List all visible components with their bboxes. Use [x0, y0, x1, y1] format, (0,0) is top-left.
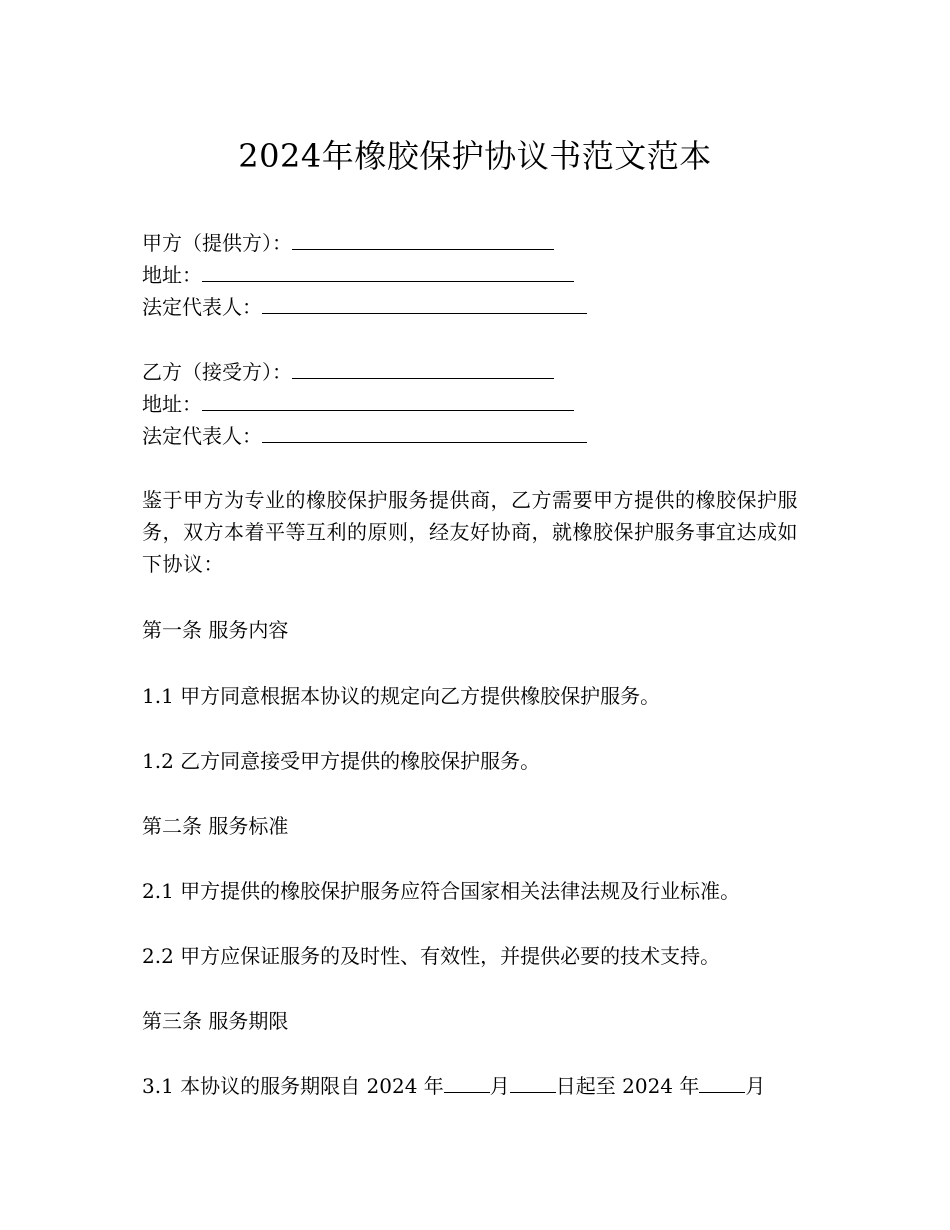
month-blank-1: [444, 1074, 490, 1093]
party-b-address-blank: [202, 392, 574, 411]
month-blank-2: [699, 1074, 745, 1093]
party-a-label: 甲方（提供方）：: [142, 231, 292, 255]
party-a-rep-label: 法定代表人：: [142, 295, 262, 319]
article-3-clause-1-prefix: 3.1 本协议的服务期限自 2024 年: [142, 1074, 444, 1098]
article-2-clause-2: 2.2 甲方应保证服务的及时性、有效性，并提供必要的技术支持。: [142, 944, 721, 968]
article-2-clause-1: 2.1 甲方提供的橡胶保护服务应符合国家相关法律法规及行业标准。: [142, 879, 741, 903]
document-title: 2024年橡胶保护协议书范文范本: [238, 137, 712, 175]
party-b-rep-label: 法定代表人：: [142, 424, 262, 448]
party-b-line: [142, 356, 554, 388]
article-1-heading: 第一条 服务内容: [142, 618, 289, 642]
party-a-blank: [292, 231, 554, 250]
article-3-day-to-label: 日起至 2024 年: [555, 1074, 700, 1098]
party-b-rep-line: [142, 420, 587, 452]
day-blank-1: [510, 1074, 556, 1093]
preamble-paragraph: 鉴于甲方为专业的橡胶保护服务提供商，乙方需要甲方提供的橡胶保护服务，双方本着平等互利的原则，经友好协商，就橡胶保护服务事宜达成如下协议：: [142, 488, 798, 576]
party-b-address-line: [142, 388, 574, 420]
article-1-clause-2: 1.2 乙方同意接受甲方提供的橡胶保护服务。: [142, 749, 541, 773]
party-b-blank: [292, 360, 554, 379]
article-3-month-label: 月: [489, 1074, 510, 1098]
party-a-rep-blank: [262, 295, 587, 314]
article-1-clause-1: 1.1 甲方同意根据本协议的规定向乙方提供橡胶保护服务。: [142, 684, 661, 708]
party-b-label: 乙方（接受方）：: [142, 360, 292, 384]
article-3-clause-1: [142, 1070, 765, 1102]
party-a-rep-line: [142, 291, 587, 323]
party-b-address-label: 地址：: [142, 392, 202, 416]
party-a-address-blank: [202, 263, 574, 282]
article-3-month-label-2: 月: [745, 1074, 766, 1098]
article-2-heading: 第二条 服务标准: [142, 814, 289, 838]
party-a-line: [142, 227, 554, 259]
article-3-heading: 第三条 服务期限: [142, 1009, 289, 1033]
party-b-rep-blank: [262, 424, 587, 443]
party-a-address-line: [142, 259, 574, 291]
party-a-address-label: 地址：: [142, 263, 202, 287]
